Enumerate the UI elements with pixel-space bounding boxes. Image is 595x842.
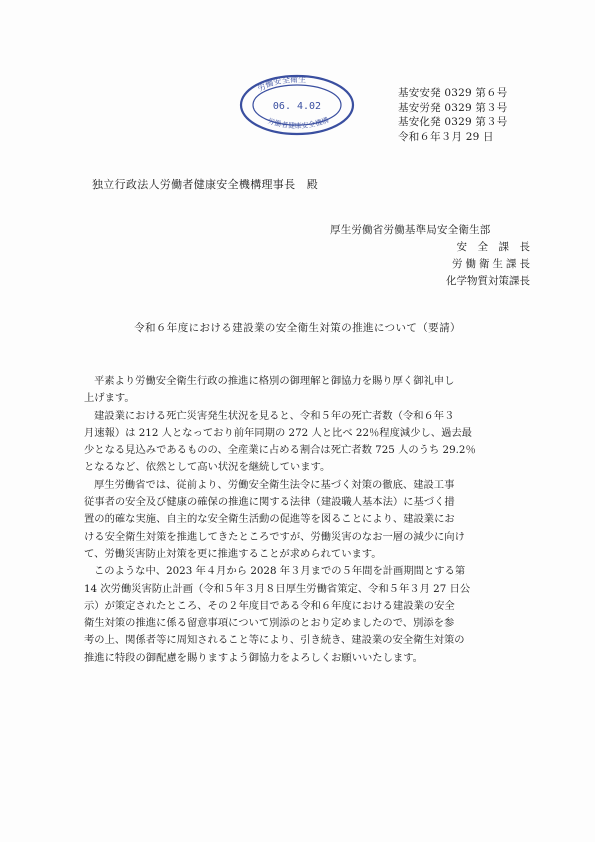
body-line: 上げます。 xyxy=(84,392,135,405)
reference-numbers xyxy=(398,86,578,144)
stamp-top-text: 労働安全衛生 xyxy=(256,74,307,94)
issue-date: 令和６年３月 29 日 xyxy=(398,130,494,143)
body-line: 考の上、関係者等に周知されること等により、引き続き、建設業の安全衛生対策の xyxy=(84,634,465,647)
body-line: 従事者の安全及び健康の確保の推進に関する法律（建設職人基本法）に基づく措 xyxy=(84,496,455,509)
stamp-date: 06. 4.02 xyxy=(272,101,322,112)
addressee: 独立行政法人労働者健康安全機構理事長 殿 xyxy=(92,178,318,191)
body-line: 推進に特段の御配慮を賜りますよう御協力をよろしくお願いいたします。 xyxy=(84,651,423,664)
sender-organization: 厚生労働省労働基準局安全衛生部 xyxy=(330,224,491,236)
body-line: 衛生対策の推進に係る留意事項について別添のとおり定めましたので、別添を参 xyxy=(84,617,455,630)
body-line: 示）が策定されたところ、その２年度目である令和６年度における建設業の安全 xyxy=(84,599,455,612)
document-body xyxy=(84,373,522,667)
body-line: このような中、2023 年４月から 2028 年３月までの５年間を計画期間とする第 xyxy=(94,565,466,578)
ref-line: 基安化発 0329 第３号 xyxy=(398,116,508,129)
sender-section: 安 全 課 長 xyxy=(456,241,530,253)
body-line: 14 次労働災害防止計画（令和５年３月８日厚生労働省策定、令和５年３月 27 日公 xyxy=(84,582,471,595)
sender-section: 労働衛生課長 xyxy=(452,258,533,270)
stamp-seal-icon xyxy=(238,74,356,136)
sender-section: 化学物質対策課長 xyxy=(446,275,530,287)
body-line: となるなど、依然として高い状況を継続しています。 xyxy=(84,461,331,474)
ref-line: 基安労発 0329 第３号 xyxy=(398,101,508,114)
body-line: 置の的確な実施、自主的な安全衛生活動の促進等を図ることにより、建設業にお xyxy=(84,513,455,526)
sender-block xyxy=(330,222,533,290)
body-line: 建設業における死亡災害発生状況を見ると、令和５年の死亡者数（令和６年３ xyxy=(94,409,455,422)
body-line: 月速報）は 212 人となっており前年同期の 272 人と比べ 22％程度減少し、過去最 xyxy=(84,426,472,439)
ref-line: 基安安発 0329 第６号 xyxy=(398,87,508,99)
stamp-bottom-text: 労働者健康安全機構 xyxy=(266,115,330,131)
body-line: 平素より労働安全衛生行政の推進に格別の御理解と御協力を賜り厚く御礼申し xyxy=(94,375,455,387)
body-line: ける安全衛生対策を推進してきたところですが、労働災害のなお一層の減少に向け xyxy=(84,530,465,543)
body-line: 厚生労働省では、従前より、労働安全衛生法令に基づく対策の徹底、建設工事 xyxy=(94,478,455,491)
body-line: て、労働災害防止対策を更に推進することが求められています。 xyxy=(84,547,382,560)
receipt-stamp xyxy=(238,74,356,136)
svg-text:労働者健康安全機構 xyxy=(266,115,329,130)
body-line: 少となる見込みであるものの、全産業に占める割合は死亡者数 725 人のうち 29.2％ xyxy=(84,444,476,457)
document-title: 令和６年度における建設業の安全衛生対策の推進について（要請） xyxy=(134,322,461,334)
